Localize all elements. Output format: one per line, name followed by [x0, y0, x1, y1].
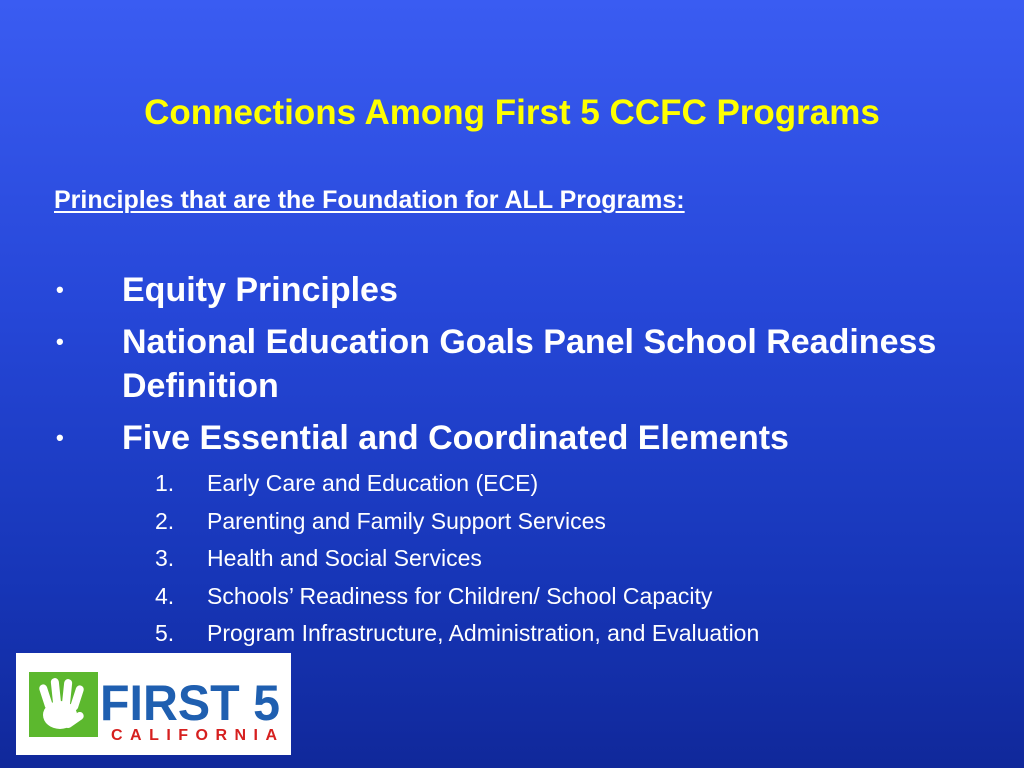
element-text: Program Infrastructure, Administration, and Evaluation: [207, 620, 760, 646]
bullet-marker: •: [56, 425, 64, 450]
element-number: 5.: [155, 620, 175, 646]
logo-word-first5: FIRST 5: [100, 675, 280, 731]
bullet-list: [50, 268, 980, 468]
bullet-marker: •: [56, 277, 64, 302]
element-item: [150, 578, 759, 616]
bullet-text: Equity Principles: [122, 271, 398, 309]
element-item: [150, 540, 759, 578]
element-item: [150, 465, 759, 503]
bullet-item: [50, 320, 980, 408]
logo-word-california: CALIFORNIA: [111, 727, 277, 744]
bullet-marker: •: [56, 329, 64, 354]
element-text: Health and Social Services: [207, 545, 482, 571]
element-number: 3.: [155, 545, 175, 571]
element-item: [150, 503, 759, 541]
element-item: [150, 615, 759, 653]
bullet-text: National Education Goals Panel School Readiness Definition: [122, 323, 937, 405]
element-text: Schools’ Readiness for Children/ School Capacity: [207, 582, 713, 609]
logo-graphic: [16, 653, 291, 755]
element-text: Parenting and Family Support Services: [207, 507, 606, 534]
bullet-text: Five Essential and Coordinated Elements: [122, 419, 789, 457]
section-subtitle: Principles that are the Foundation for ALL Programs:: [54, 186, 685, 214]
element-text: Early Care and Education (ECE): [207, 470, 539, 496]
bullet-item: [50, 416, 980, 460]
bullet-item: [50, 268, 980, 312]
slide-title: Connections Among First 5 CCFC Programs: [144, 93, 880, 132]
element-number: 2.: [155, 507, 175, 534]
first5-california-logo: [16, 653, 291, 755]
element-number: 4.: [155, 582, 175, 609]
elements-list: [150, 465, 759, 653]
element-number: 1.: [155, 470, 175, 496]
